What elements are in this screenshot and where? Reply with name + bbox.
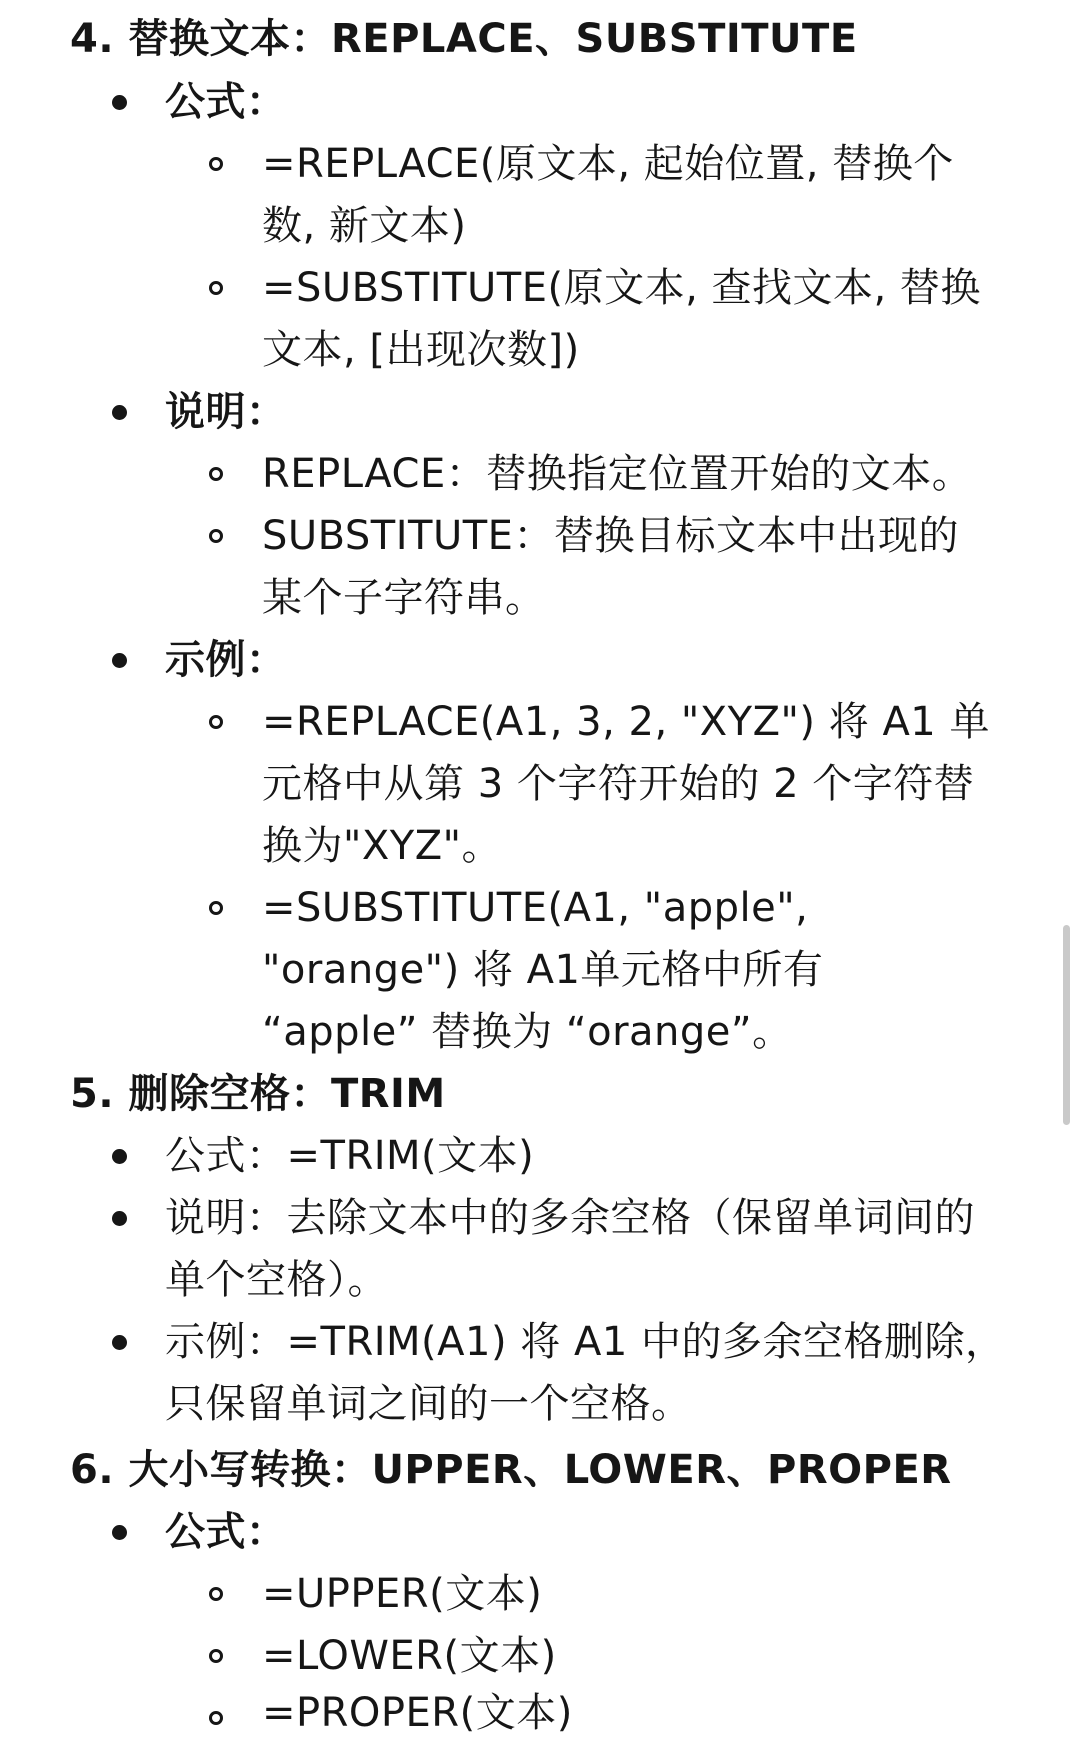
formula-label: 公式： xyxy=(165,79,287,125)
bullet-icon xyxy=(112,1211,127,1226)
substitute-example-line3: “apple” 替换为 “orange”。 xyxy=(262,1009,793,1055)
substitute-formula-line2: 文本, [出现次数]) xyxy=(262,327,580,373)
replace-example-line3: 换为"XYZ"。 xyxy=(262,823,503,869)
substitute-formula-line1: =SUBSTITUTE(原文本, 查找文本, 替换 xyxy=(262,265,981,311)
sub-bullet-icon xyxy=(209,157,223,171)
replace-formula-line1: =REPLACE(原文本, 起始位置, 替换个 xyxy=(262,141,954,187)
sub-bullet-icon xyxy=(209,281,223,295)
section-5-heading: 5. 删除空格：TRIM xyxy=(70,1071,446,1117)
substitute-example-line2: "orange") 将 A1单元格中所有 xyxy=(262,947,824,993)
trim-explain-line1: 说明：去除文本中的多余空格（保留单词间的 xyxy=(165,1195,975,1241)
sub-bullet-icon xyxy=(209,715,223,729)
section-4-heading: 4. 替换文本：REPLACE、SUBSTITUTE xyxy=(70,16,858,62)
upper-formula: =UPPER(文本) xyxy=(262,1571,543,1617)
formula-label: 公式： xyxy=(165,1509,287,1555)
replace-example-line1: =REPLACE(A1, 3, 2, "XYZ") 将 A1 单 xyxy=(262,699,990,745)
replace-formula-line2: 数, 新文本) xyxy=(262,203,467,249)
replace-example-line2: 元格中从第 3 个字符开始的 2 个字符替 xyxy=(262,761,975,807)
sub-bullet-icon xyxy=(209,1649,223,1663)
sub-bullet-icon xyxy=(209,1587,223,1601)
trim-example-line2: 只保留单词之间的一个空格。 xyxy=(165,1381,692,1427)
vertical-scrollbar[interactable] xyxy=(1063,925,1070,1125)
sub-bullet-icon xyxy=(209,901,223,915)
trim-example-line1: 示例：=TRIM(A1) 将 A1 中的多余空格删除， xyxy=(165,1319,1006,1365)
trim-explain-line2: 单个空格）。 xyxy=(165,1257,388,1303)
sub-bullet-icon xyxy=(209,529,223,543)
substitute-example-line1: =SUBSTITUTE(A1, "apple", xyxy=(262,885,809,931)
sub-bullet-icon xyxy=(209,1711,223,1725)
bullet-icon xyxy=(112,95,127,110)
bullet-icon xyxy=(112,1149,127,1164)
substitute-explain-line2: 某个子字符串。 xyxy=(262,575,546,621)
bullet-icon xyxy=(112,405,127,420)
sub-bullet-icon xyxy=(209,467,223,481)
example-label: 示例： xyxy=(165,637,287,683)
explain-label: 说明： xyxy=(165,389,287,435)
bullet-icon xyxy=(112,1525,127,1540)
proper-formula: =PROPER(文本) xyxy=(262,1690,573,1736)
section-6-heading: 6. 大小写转换：UPPER、LOWER、PROPER xyxy=(70,1447,952,1493)
replace-explain: REPLACE：替换指定位置开始的文本。 xyxy=(262,451,973,497)
substitute-explain-line1: SUBSTITUTE：替换目标文本中出现的 xyxy=(262,513,959,559)
bullet-icon xyxy=(112,1335,127,1350)
lower-formula: =LOWER(文本) xyxy=(262,1633,557,1679)
trim-formula: 公式：=TRIM(文本) xyxy=(165,1133,535,1179)
bullet-icon xyxy=(112,653,127,668)
